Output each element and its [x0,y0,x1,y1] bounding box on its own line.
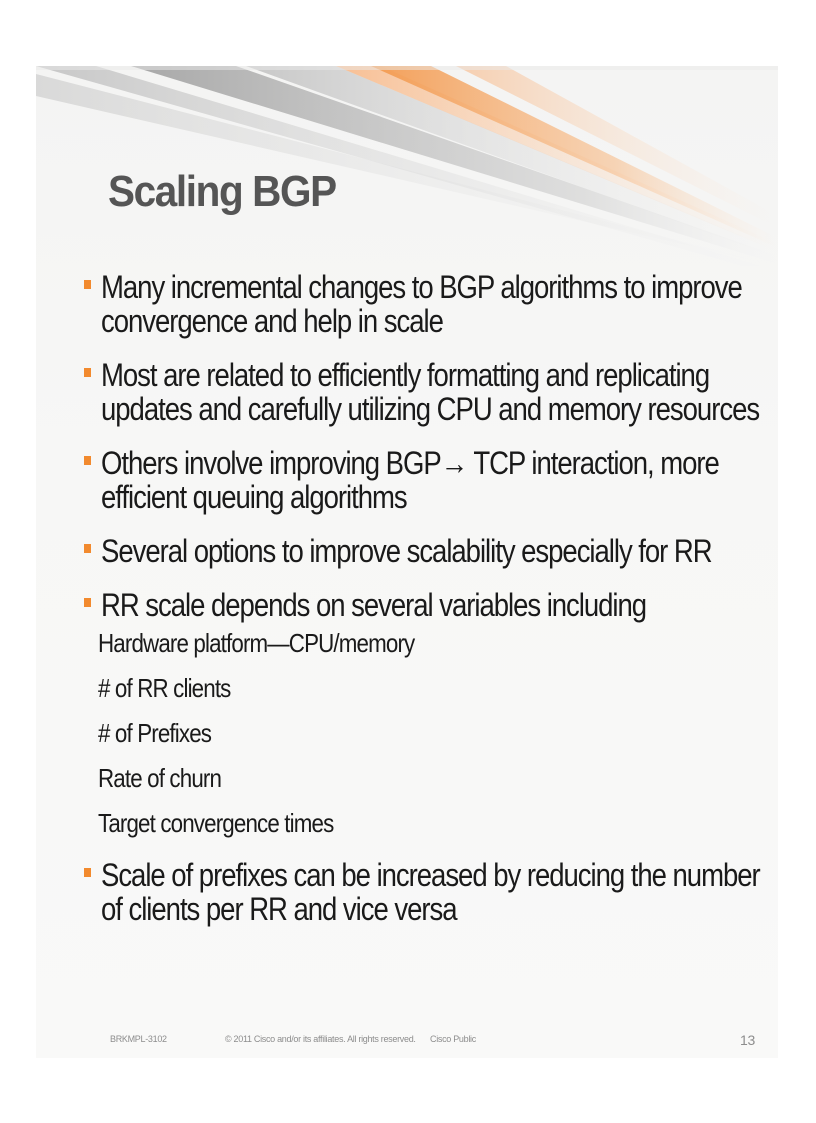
sub-bullet-text: Rate of churn [98,763,222,793]
bullet-text: Many incremental changes to BGP algorithms to improve convergence and help in scale [101,269,742,339]
sub-bullet-text: Hardware platform—CPU/memory [98,628,415,658]
bullet-marker-icon [84,544,91,553]
sub-bullet-item [98,808,770,838]
footer-classification: Cisco Public [430,1034,476,1044]
sub-bullet-item [98,718,770,748]
bullet-item [80,534,770,568]
bullet-marker-icon [84,598,91,607]
bullet-text: Scale of prefixes can be increased by reducing the number of clients per RR and vice versa [101,857,760,927]
sub-bullet-text: # of Prefixes [98,718,212,748]
bullet-text: RR scale depends on several variables including [101,587,647,623]
bullet-item [80,358,770,426]
bullet-marker-icon [84,868,91,877]
bullet-item [80,858,770,926]
bullet-marker-icon [84,456,91,465]
header-swoosh-graphic [36,66,778,266]
bullet-item [80,270,770,338]
footer-session-code: BRKMPL-3102 [110,1034,167,1044]
bullet-text: Most are related to efficiently formatting and replicating updates and carefully utilizing CPU and memory resources [101,357,760,427]
bullet-item [80,588,770,838]
bullet-text: Several options to improve scalability especially for RR [101,533,712,569]
sub-bullet-item [98,628,770,658]
sub-bullet-text: Target convergence times [98,808,334,838]
footer-copyright: © 2011 Cisco and/or its affiliates. All rights reserved. [225,1034,416,1044]
slide [36,66,778,1058]
bullet-list [80,270,770,946]
bullet-text: Others involve improving BGP→ TCP interaction, more efficient queuing algorithms [101,445,719,515]
sub-bullet-list [98,628,770,838]
bullet-marker-icon [84,280,91,289]
slide-title: Scaling BGP [108,167,336,216]
bullet-marker-icon [84,368,91,377]
sub-bullet-item [98,763,770,793]
sub-bullet-text: # of RR clients [98,673,231,703]
page-number: 13 [740,1032,755,1048]
sub-bullet-item [98,673,770,703]
bullet-item [80,446,770,514]
